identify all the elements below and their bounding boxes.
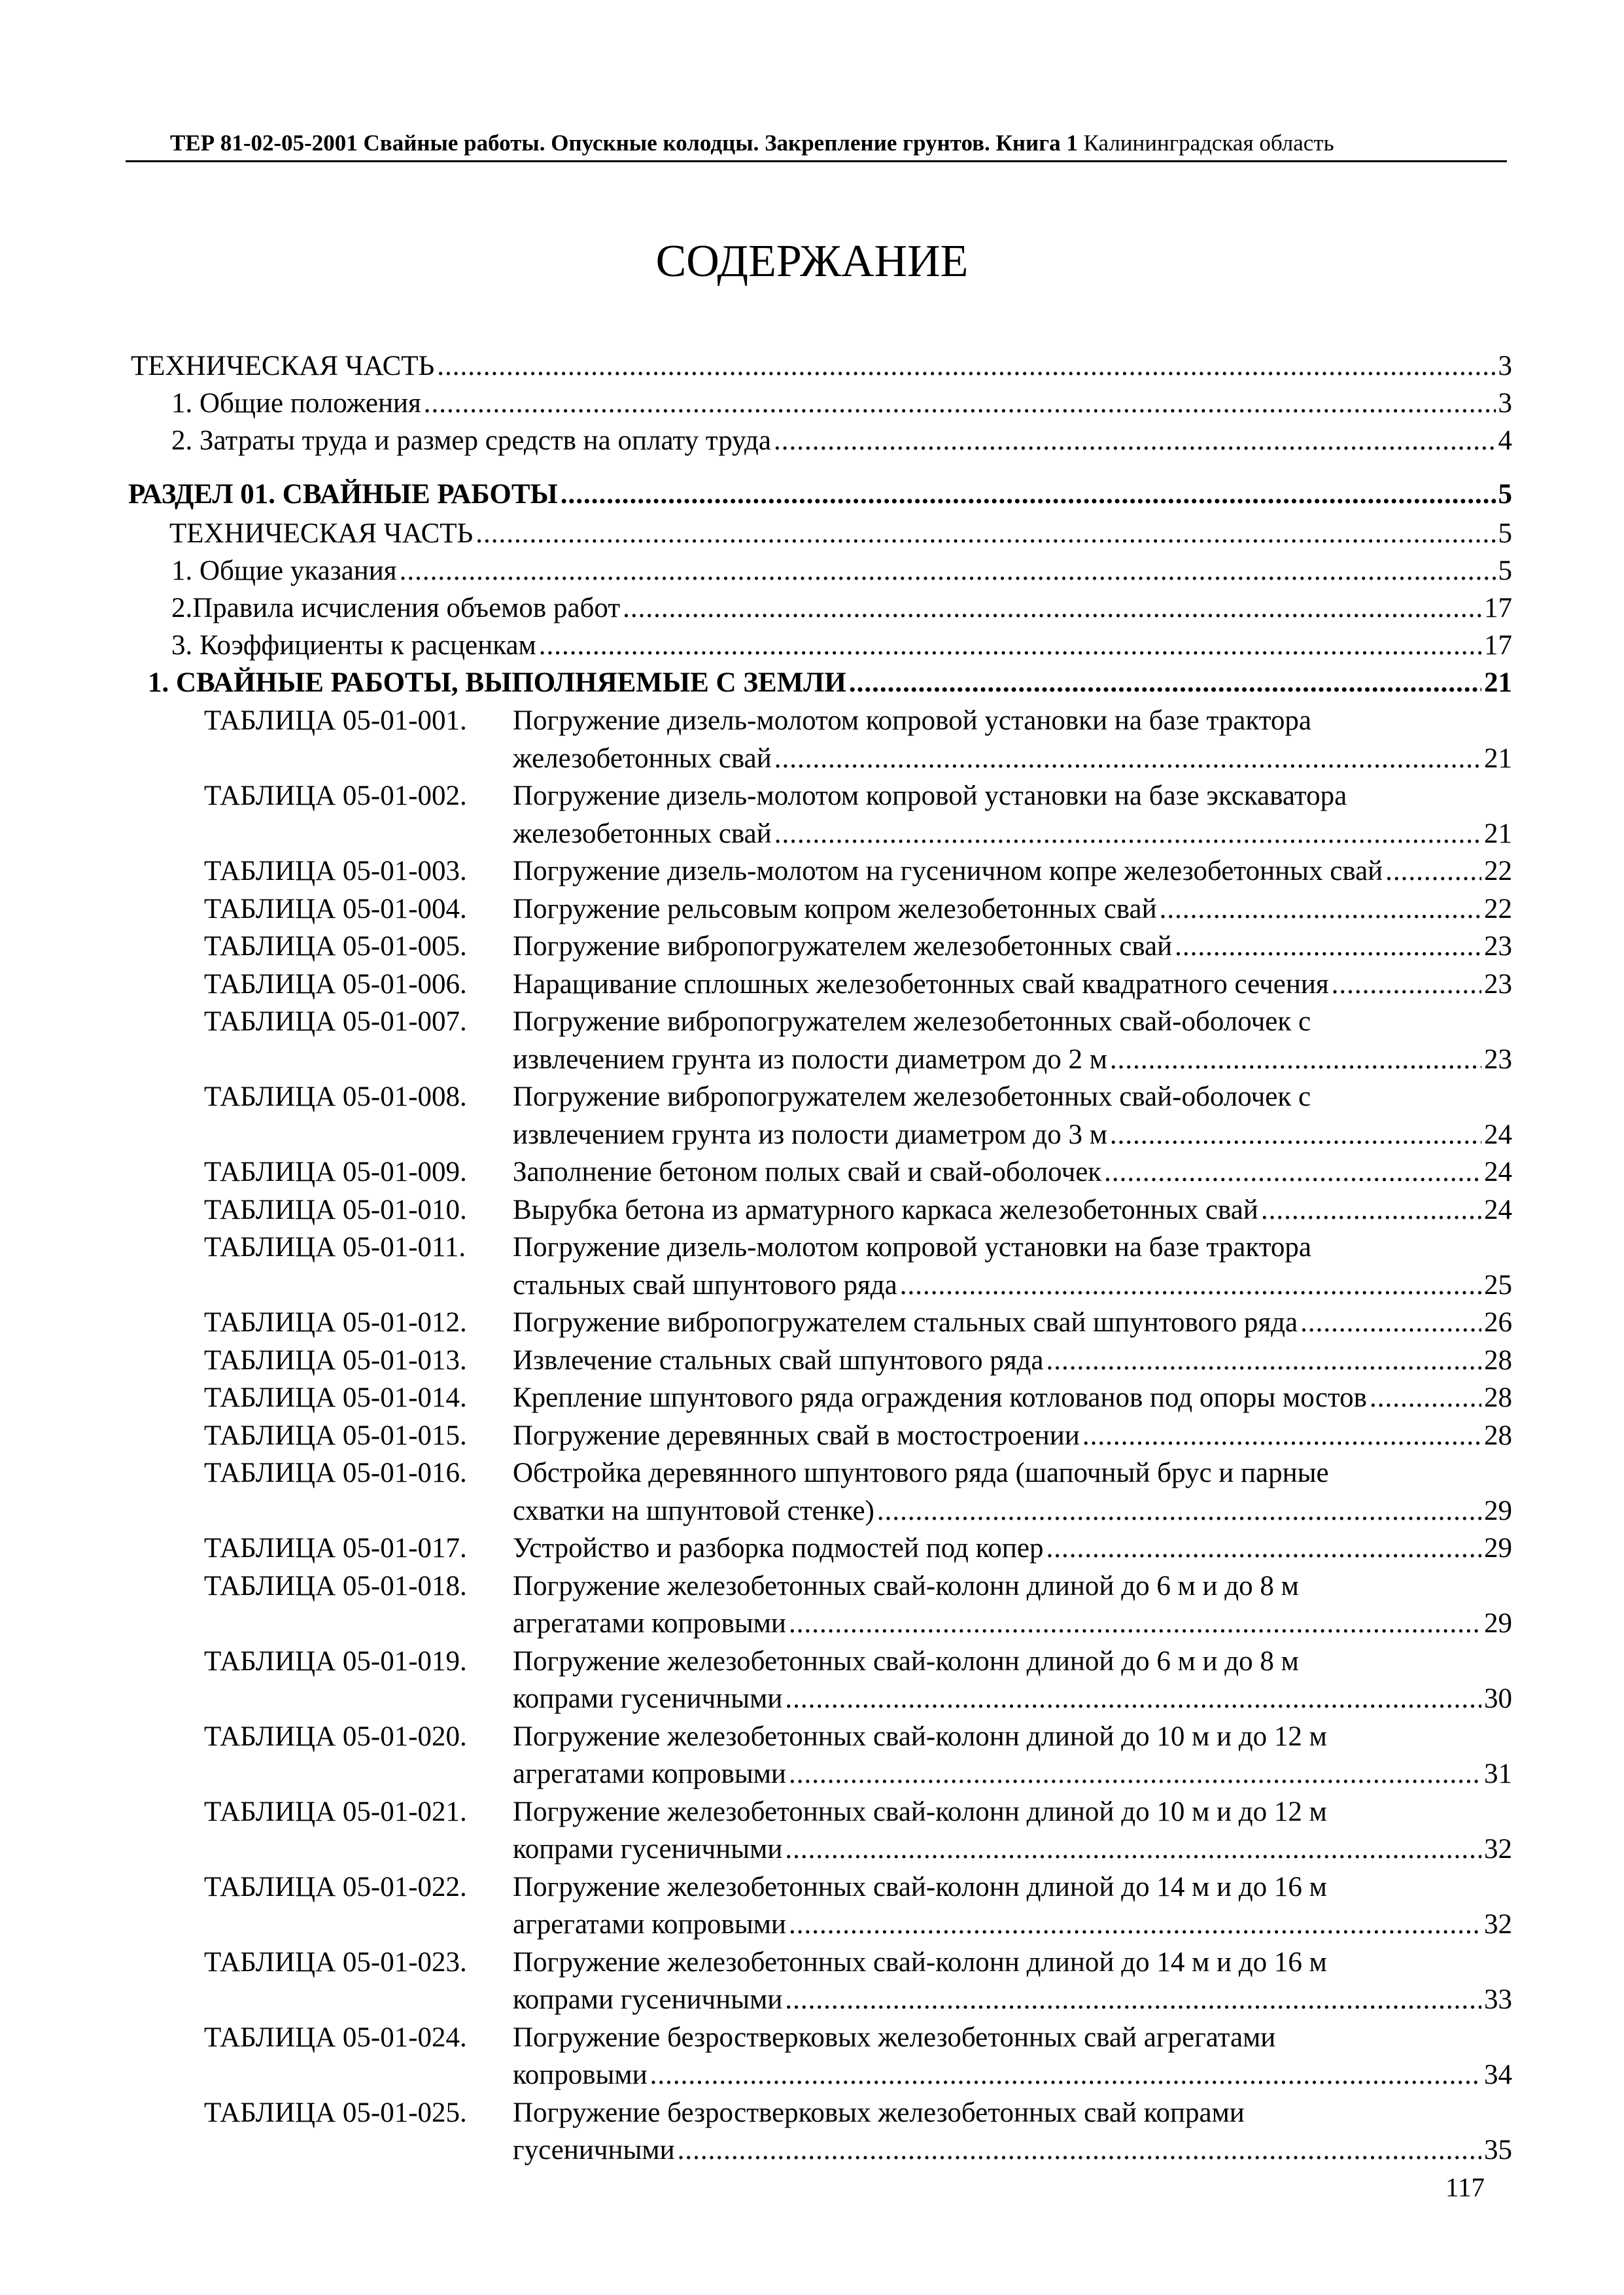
table-title: Погружение железобетонных свай-колонн длиной до 10 м и до 12 м	[513, 1796, 1327, 1827]
toc-entry-label: ТЕХНИЧЕСКАЯ ЧАСТЬ	[169, 518, 474, 549]
toc-entry-page: 21	[1484, 743, 1512, 774]
toc-table-entry[interactable]	[0, 1304, 1624, 1342]
table-code: ТАБЛИЦА 05-01-004.	[204, 893, 467, 924]
toc-entry-page: 29	[1484, 1608, 1512, 1639]
leader-dots	[1110, 1116, 1481, 1154]
leader-dots	[900, 1267, 1481, 1305]
table-title: стальных свай шпунтового ряда	[513, 1269, 897, 1301]
leader-dots	[1110, 1041, 1481, 1079]
table-title: Погружение железобетонных свай-колонн длиной до 6 м и до 8 м	[513, 1570, 1299, 1602]
toc-entry-page: 28	[1484, 1344, 1512, 1376]
leader-dots	[785, 1680, 1481, 1718]
toc-entry-page: 24	[1484, 1157, 1512, 1187]
toc-entry-page: 29	[1484, 1533, 1512, 1564]
toc-entry-page: 23	[1484, 1043, 1512, 1075]
leader-dots	[650, 2056, 1481, 2094]
toc-table-entry[interactable]	[0, 1078, 1624, 1153]
table-code: ТАБЛИЦА 05-01-017.	[204, 1533, 467, 1564]
table-title: Устройство и разборка подмостей под копер	[513, 1533, 1044, 1564]
page-title: СОДЕРЖАНИЕ	[655, 236, 969, 287]
table-code: ТАБЛИЦА 05-01-020.	[204, 1721, 467, 1752]
table-title: Погружение вибропогружателем железобетонных свай-оболочек с	[513, 1006, 1311, 1037]
toc-entry-label: ТЕХНИЧЕСКАЯ ЧАСТЬ	[131, 351, 435, 381]
table-title: Погружение дизель-молотом копровой установки на базе трактора	[513, 1232, 1312, 1263]
table-title: агрегатами копровыми	[513, 1909, 786, 1940]
toc-entry-label: 2.Правила исчисления объемов работ	[171, 593, 621, 623]
leader-dots	[623, 589, 1481, 627]
leader-dots	[539, 627, 1481, 665]
toc-entry-page: 4	[1498, 425, 1512, 456]
table-code: ТАБЛИЦА 05-01-023.	[204, 1946, 467, 1978]
toc-table-entry[interactable]	[0, 1191, 1624, 1229]
table-code: ТАБЛИЦА 05-01-019.	[204, 1645, 467, 1677]
table-title: Погружение безростверковых железобетонных свай копрами	[513, 2097, 1245, 2128]
table-title: Погружение деревянных свай в мостостроении	[513, 1420, 1080, 1451]
table-title: Погружение вибропогружателем железобетонных свай-оболочек с	[513, 1081, 1311, 1112]
toc-table-entry[interactable]	[0, 1868, 1624, 1944]
toc-entry-page: 5	[1498, 518, 1512, 549]
toc-entry-label: 1. Общие положения	[171, 388, 421, 419]
table-title: схватки на шпунтовой стенке)	[513, 1495, 874, 1526]
toc-entry-page: 32	[1484, 1834, 1512, 1865]
table-title: агрегатами копровыми	[513, 1608, 786, 1639]
toc-entry-page: 22	[1484, 856, 1512, 886]
toc-table-entry[interactable]	[0, 1003, 1624, 1078]
table-title: Погружение дизель-молотом копровой установки на базе экскаватора	[513, 780, 1347, 811]
leader-dots	[1104, 1153, 1481, 1191]
table-title: железобетонных свай	[513, 818, 772, 849]
toc-entry-page: 35	[1484, 2135, 1512, 2165]
table-title: копрами гусеничными	[513, 1984, 783, 2015]
toc-table-entry[interactable]	[0, 702, 1624, 777]
table-title: копрами гусеничными	[513, 1683, 783, 1714]
table-title: извлечением грунта из полости диаметром до 3 м	[513, 1119, 1107, 1150]
table-code: ТАБЛИЦА 05-01-015.	[204, 1420, 467, 1451]
toc-table-entry[interactable]	[0, 1417, 1624, 1455]
header-document-title: ТЕР 81-02-05-2001 Свайные работы. Опускные колодцы. Закрепление грунтов. Книга 1	[170, 130, 1078, 156]
toc-table-entry[interactable]	[0, 966, 1624, 1004]
table-code: ТАБЛИЦА 05-01-008.	[204, 1081, 467, 1112]
toc-entry-page: 21	[1484, 667, 1512, 698]
toc-entry-page: 23	[1484, 931, 1512, 962]
toc-table-entry[interactable]	[0, 1944, 1624, 2019]
leader-dots	[789, 1906, 1481, 1944]
table-title: извлечением грунта из полости диаметром до 2 м	[513, 1043, 1107, 1075]
table-title: Погружение железобетонных свай-колонн длиной до 14 м и до 16 м	[513, 1946, 1327, 1978]
header-region: Калининградская область	[1083, 130, 1334, 156]
table-title: Погружение безростверковых железобетонных свай агрегатами	[513, 2022, 1276, 2053]
leader-dots	[1385, 852, 1481, 890]
leader-dots	[774, 740, 1481, 778]
header-divider	[126, 160, 1507, 162]
toc-entry-page: 33	[1484, 1984, 1512, 2015]
table-code: ТАБЛИЦА 05-01-003.	[204, 856, 467, 886]
table-title: агрегатами копровыми	[513, 1759, 786, 1789]
toc-entry-label: 3. Коэффициенты к расценкам	[171, 630, 536, 661]
table-title: Вырубка бетона из арматурного каркаса железобетонных свай	[513, 1194, 1258, 1225]
toc-entry-page: 28	[1484, 1420, 1512, 1451]
leader-dots	[1160, 890, 1481, 928]
toc-table-entry[interactable]	[0, 1643, 1624, 1718]
leader-dots	[1082, 1417, 1481, 1455]
table-code: ТАБЛИЦА 05-01-002.	[204, 780, 467, 811]
table-title: Извлечение стальных свай шпунтового ряда	[513, 1344, 1044, 1376]
table-title: Погружение рельсовым копром железобетонных свай	[513, 893, 1157, 924]
table-code: ТАБЛИЦА 05-01-022.	[204, 1871, 467, 1902]
toc-table-entry[interactable]	[0, 928, 1624, 966]
leader-dots	[400, 552, 1496, 590]
toc-entry-page: 17	[1484, 630, 1512, 661]
table-code: ТАБЛИЦА 05-01-005.	[204, 931, 467, 962]
table-title: железобетонных свай	[513, 743, 772, 774]
leader-dots	[785, 1981, 1481, 2019]
toc-table-entry[interactable]	[0, 1454, 1624, 1530]
toc-entry-page: 29	[1484, 1495, 1512, 1526]
running-header	[170, 129, 1506, 158]
toc-entry-page: 5	[1498, 479, 1512, 510]
table-title: Погружение дизель-молотом копровой установки на базе трактора	[513, 705, 1312, 736]
toc-table-entry[interactable]	[0, 1568, 1624, 1643]
leader-dots	[785, 1831, 1481, 1868]
table-code: ТАБЛИЦА 05-01-009.	[204, 1157, 467, 1187]
table-title: гусеничными	[513, 2135, 675, 2165]
leader-dots	[1370, 1379, 1481, 1417]
toc-entry-page: 30	[1484, 1683, 1512, 1714]
leader-dots	[1300, 1304, 1481, 1342]
leader-dots	[774, 815, 1481, 853]
toc-table-entry[interactable]	[0, 1793, 1624, 1868]
leader-dots	[437, 347, 1495, 385]
toc-entry-page: 24	[1484, 1194, 1512, 1225]
toc-table-entry[interactable]	[0, 2019, 1624, 2094]
toc-entry-page: 23	[1484, 968, 1512, 1000]
leader-dots	[475, 515, 1495, 553]
table-code: ТАБЛИЦА 05-01-021.	[204, 1796, 467, 1827]
leader-dots	[789, 1755, 1481, 1793]
table-title: Погружение железобетонных свай-колонн длиной до 6 м и до 8 м	[513, 1645, 1299, 1677]
toc-table-entry[interactable]	[0, 2094, 1624, 2169]
table-code: ТАБЛИЦА 05-01-007.	[204, 1006, 467, 1037]
table-code: ТАБЛИЦА 05-01-001.	[204, 705, 467, 736]
toc-entry-page: 25	[1484, 1269, 1512, 1301]
toc-entry-page: 3	[1498, 388, 1512, 419]
toc-entry-page: 31	[1484, 1759, 1512, 1789]
table-title: Погружение железобетонных свай-колонн длиной до 10 м и до 12 м	[513, 1721, 1327, 1752]
table-code: ТАБЛИЦА 05-01-006.	[204, 968, 467, 1000]
table-title: Заполнение бетоном полых свай и свай-оболочек	[513, 1157, 1102, 1187]
leader-dots	[424, 385, 1496, 423]
toc-entry-page: 24	[1484, 1119, 1512, 1150]
toc-table-entry[interactable]	[0, 890, 1624, 928]
table-title: Наращивание сплошных железобетонных свай квадратного сечения	[513, 968, 1329, 1000]
toc-entry-page: 26	[1484, 1307, 1512, 1338]
toc-entry-page: 5	[1498, 555, 1512, 586]
leader-dots	[1046, 1342, 1482, 1380]
table-code: ТАБЛИЦА 05-01-024.	[204, 2022, 467, 2053]
toc-entry-label: 2. Затраты труда и размер средств на оплату труда	[171, 425, 771, 456]
table-code: ТАБЛИЦА 05-01-025.	[204, 2097, 467, 2128]
table-title: Погружение дизель-молотом на гусеничном копре железобетонных свай	[513, 856, 1383, 886]
table-title: Погружение железобетонных свай-колонн длиной до 14 м и до 16 м	[513, 1871, 1327, 1902]
toc-entry-label: 1. СВАЙНЫЕ РАБОТЫ, ВЫПОЛНЯЕМЫЕ С ЗЕМЛИ	[148, 667, 846, 698]
toc-entry-page: 32	[1484, 1909, 1512, 1940]
toc-table-entry[interactable]	[0, 852, 1624, 890]
leader-dots	[849, 664, 1481, 702]
table-title: копровыми	[513, 2059, 648, 2090]
leader-dots	[1332, 966, 1481, 1004]
toc-table-entry[interactable]	[0, 1379, 1624, 1417]
leader-dots	[678, 2131, 1481, 2169]
toc-entry-page: 22	[1484, 893, 1512, 924]
toc-table-entry[interactable]	[0, 777, 1624, 852]
toc-table-entry[interactable]	[0, 1153, 1624, 1191]
table-code: ТАБЛИЦА 05-01-012.	[204, 1307, 467, 1338]
toc-table-entry[interactable]	[0, 1530, 1624, 1568]
toc-entry-page: 28	[1484, 1382, 1512, 1413]
table-code: ТАБЛИЦА 05-01-013.	[204, 1344, 467, 1376]
toc-entry-page: 21	[1484, 818, 1512, 849]
leader-dots	[877, 1492, 1481, 1530]
table-title: Погружение вибропогружателем стальных свай шпунтового ряда	[513, 1307, 1298, 1338]
table-title: Крепление шпунтового ряда ограждения котлованов под опоры мостов	[513, 1382, 1367, 1413]
table-code: ТАБЛИЦА 05-01-018.	[204, 1570, 467, 1602]
leader-dots	[561, 476, 1496, 514]
table-title: Обстройка деревянного шпунтового ряда (шапочный брус и парные	[513, 1458, 1329, 1488]
leader-dots	[774, 422, 1496, 460]
toc-entry-page: 34	[1484, 2059, 1512, 2090]
toc-table-entry[interactable]	[0, 1229, 1624, 1304]
table-title: копрами гусеничными	[513, 1834, 783, 1865]
leader-dots	[789, 1605, 1481, 1643]
leader-dots	[1175, 928, 1481, 966]
table-title: Погружение вибропогружателем железобетонных свай	[513, 931, 1173, 962]
page-number: 117	[1445, 2172, 1485, 2202]
toc-entry-label: РАЗДЕЛ 01. СВАЙНЫЕ РАБОТЫ	[128, 479, 558, 510]
toc-entry-page: 17	[1484, 593, 1512, 623]
table-code: ТАБЛИЦА 05-01-016.	[204, 1458, 467, 1488]
leader-dots	[1046, 1530, 1481, 1568]
toc-entry-page: 3	[1498, 351, 1512, 381]
table-code: ТАБЛИЦА 05-01-010.	[204, 1194, 467, 1225]
toc-entry-label: 1. Общие указания	[171, 555, 397, 586]
toc-table-entry[interactable]	[0, 1342, 1624, 1380]
leader-dots	[1261, 1191, 1481, 1229]
toc-table-entry[interactable]	[0, 1718, 1624, 1793]
table-code: ТАБЛИЦА 05-01-011.	[204, 1232, 466, 1263]
table-code: ТАБЛИЦА 05-01-014.	[204, 1382, 467, 1413]
